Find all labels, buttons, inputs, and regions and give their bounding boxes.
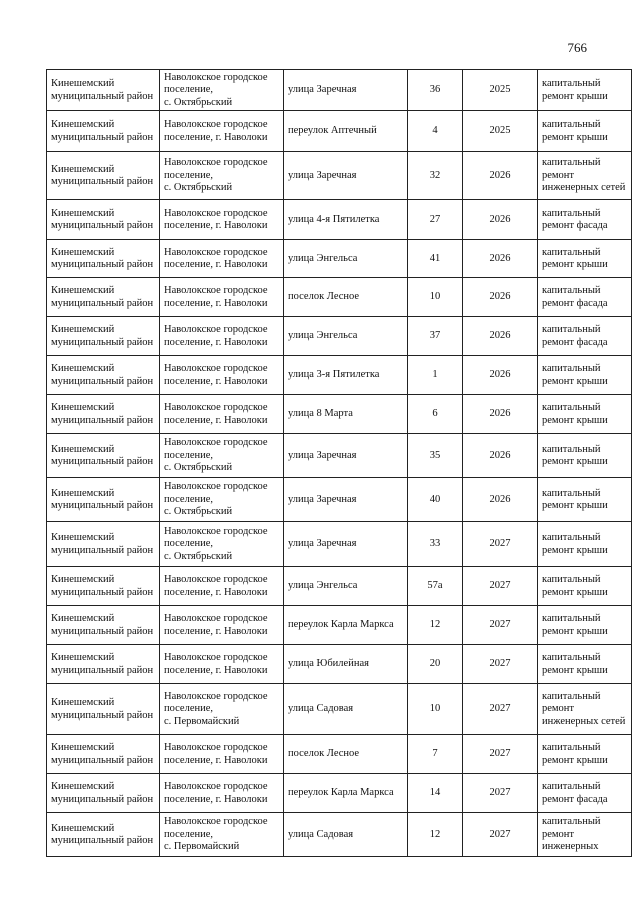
settlement-cell-text: Наволокское городское поселение, г. Наволоки xyxy=(164,652,268,676)
settlement-cell-text: Наволокское городское поселение, г. Наволоки xyxy=(164,613,268,637)
house-number-cell xyxy=(408,522,463,567)
district-cell xyxy=(47,70,160,111)
settlement-cell-text: Наволокское городское поселение, с. Октябрьский xyxy=(164,525,268,562)
house-number-cell xyxy=(408,70,463,111)
street-cell-text: улица 3-я Пятилетка xyxy=(288,369,380,381)
district-cell-text: Кинешемский муниципальный район xyxy=(51,285,154,309)
street-cell-text: улица Юбилейная xyxy=(288,658,369,670)
year-cell-text: 2026 xyxy=(489,449,511,461)
settlement-cell xyxy=(160,317,284,356)
settlement-cell xyxy=(160,478,284,522)
settlement-cell xyxy=(160,774,284,813)
housing-repair-table xyxy=(46,69,632,857)
table-row xyxy=(47,567,632,606)
street-cell xyxy=(284,278,408,317)
year-cell-text: 2027 xyxy=(489,828,511,840)
settlement-cell-text: Наволокское городское поселение, с. Октябрьский xyxy=(164,157,268,194)
district-cell-text: Кинешемский муниципальный район xyxy=(51,119,154,143)
year-cell xyxy=(463,606,538,645)
settlement-cell-text: Наволокское городское поселение, г. Наволоки xyxy=(164,246,268,270)
house-number-cell-text: 37 xyxy=(429,330,441,342)
work-type-cell-text: капитальный ремонт крыши xyxy=(542,363,608,387)
street-cell-text: поселок Лесное xyxy=(288,291,360,303)
district-cell xyxy=(47,813,160,857)
work-type-cell xyxy=(538,567,632,606)
year-cell-text: 2026 xyxy=(489,291,511,303)
street-cell xyxy=(284,813,408,857)
work-type-cell xyxy=(538,317,632,356)
house-number-cell-text: 12 xyxy=(429,619,441,631)
district-cell-text: Кинешемский муниципальный район xyxy=(51,574,154,598)
year-cell-text: 2027 xyxy=(489,619,511,631)
settlement-cell-text: Наволокское городское поселение, г. Наволоки xyxy=(164,363,268,387)
work-type-cell xyxy=(538,434,632,478)
street-cell xyxy=(284,434,408,478)
table-row xyxy=(47,240,632,278)
settlement-cell-text: Наволокское городское поселение, г. Наволоки xyxy=(164,324,268,348)
settlement-cell xyxy=(160,735,284,774)
district-cell xyxy=(47,434,160,478)
house-number-cell xyxy=(408,645,463,684)
settlement-cell-text: Наволокское городское поселение, г. Наволоки xyxy=(164,742,268,766)
district-cell-text: Кинешемский муниципальный район xyxy=(51,246,154,270)
work-type-cell-text: капитальный ремонт крыши xyxy=(542,532,608,556)
work-type-cell-text: капитальный ремонт крыши xyxy=(542,78,608,102)
street-cell xyxy=(284,317,408,356)
table-row xyxy=(47,434,632,478)
house-number-cell-text: 32 xyxy=(429,169,441,181)
district-cell xyxy=(47,522,160,567)
street-cell-text: переулок Аптечный xyxy=(288,125,377,137)
district-cell xyxy=(47,240,160,278)
house-number-cell-text: 20 xyxy=(429,658,441,670)
settlement-cell-text: Наволокское городское поселение, с. Первомайский xyxy=(164,690,268,727)
district-cell xyxy=(47,567,160,606)
house-number-cell-text: 4 xyxy=(432,125,438,137)
table-row xyxy=(47,478,632,522)
settlement-cell xyxy=(160,434,284,478)
year-cell xyxy=(463,200,538,240)
street-cell xyxy=(284,567,408,606)
district-cell-text: Кинешемский муниципальный район xyxy=(51,781,154,805)
settlement-cell xyxy=(160,111,284,152)
house-number-cell xyxy=(408,735,463,774)
street-cell xyxy=(284,684,408,735)
street-cell xyxy=(284,70,408,111)
settlement-cell xyxy=(160,606,284,645)
work-type-cell-text: капитальный ремонт крыши xyxy=(542,574,608,598)
year-cell xyxy=(463,356,538,395)
house-number-cell xyxy=(408,434,463,478)
house-number-cell xyxy=(408,356,463,395)
settlement-cell-text: Наволокское городское поселение, г. Наволоки xyxy=(164,781,268,805)
settlement-cell-text: Наволокское городское поселение, с. Октябрьский xyxy=(164,481,268,518)
table-row xyxy=(47,395,632,434)
house-number-cell-text: 12 xyxy=(429,828,441,840)
street-cell-text: улица Садовая xyxy=(288,703,354,715)
settlement-cell xyxy=(160,684,284,735)
work-type-cell xyxy=(538,478,632,522)
house-number-cell xyxy=(408,606,463,645)
house-number-cell xyxy=(408,395,463,434)
year-cell-text: 2025 xyxy=(489,84,511,96)
street-cell-text: улица Заречная xyxy=(288,449,357,461)
settlement-cell-text: Наволокское городское поселение, г. Наволоки xyxy=(164,574,268,598)
settlement-cell xyxy=(160,200,284,240)
district-cell xyxy=(47,278,160,317)
street-cell-text: улица Энгельса xyxy=(288,330,358,342)
year-cell xyxy=(463,278,538,317)
year-cell xyxy=(463,522,538,567)
house-number-cell-text: 27 xyxy=(429,213,441,225)
house-number-cell xyxy=(408,813,463,857)
table-row xyxy=(47,774,632,813)
street-cell xyxy=(284,200,408,240)
street-cell-text: улица Заречная xyxy=(288,169,357,181)
house-number-cell-text: 33 xyxy=(429,538,441,550)
year-cell-text: 2026 xyxy=(489,330,511,342)
work-type-cell-text: капитальный ремонт крыши xyxy=(542,119,608,143)
page-number: 766 xyxy=(567,40,587,55)
street-cell xyxy=(284,522,408,567)
settlement-cell-text: Наволокское городское поселение, с. Первомайский xyxy=(164,816,268,853)
table-row xyxy=(47,152,632,200)
district-cell-text: Кинешемский муниципальный район xyxy=(51,822,154,846)
district-cell xyxy=(47,645,160,684)
house-number-cell xyxy=(408,111,463,152)
settlement-cell-text: Наволокское городское поселение, г. Наволоки xyxy=(164,207,268,231)
table-row xyxy=(47,356,632,395)
district-cell-text: Кинешемский муниципальный район xyxy=(51,613,154,637)
settlement-cell xyxy=(160,567,284,606)
work-type-cell-text: капитальный ремонт инженерных сетей xyxy=(542,157,626,194)
district-cell xyxy=(47,111,160,152)
district-cell xyxy=(47,606,160,645)
district-cell-text: Кинешемский муниципальный район xyxy=(51,324,154,348)
work-type-cell xyxy=(538,606,632,645)
district-cell-text: Кинешемский муниципальный район xyxy=(51,207,154,231)
district-cell xyxy=(47,317,160,356)
table-row xyxy=(47,70,632,111)
table-row xyxy=(47,200,632,240)
street-cell-text: переулок Карла Маркса xyxy=(288,619,394,631)
year-cell-text: 2026 xyxy=(489,369,511,381)
district-cell-text: Кинешемский муниципальный район xyxy=(51,532,154,556)
work-type-cell xyxy=(538,684,632,735)
street-cell-text: улица Заречная xyxy=(288,84,357,96)
district-cell xyxy=(47,684,160,735)
district-cell-text: Кинешемский муниципальный район xyxy=(51,443,154,467)
house-number-cell-text: 35 xyxy=(429,449,441,461)
settlement-cell-text: Наволокское городское поселение, г. Наволоки xyxy=(164,119,268,143)
work-type-cell-text: капитальный ремонт фасада xyxy=(542,781,608,805)
street-cell-text: переулок Карла Маркса xyxy=(288,787,394,799)
house-number-cell xyxy=(408,200,463,240)
work-type-cell-text: капитальный ремонт крыши xyxy=(542,613,608,637)
table-body xyxy=(47,70,632,857)
street-cell-text: улица 8 Марта xyxy=(288,408,353,420)
table-row xyxy=(47,735,632,774)
work-type-cell-text: капитальный ремонт крыши xyxy=(542,246,608,270)
house-number-cell-text: 10 xyxy=(429,291,441,303)
settlement-cell xyxy=(160,152,284,200)
house-number-cell xyxy=(408,774,463,813)
work-type-cell-text: капитальный ремонт крыши xyxy=(542,402,608,426)
street-cell xyxy=(284,478,408,522)
work-type-cell-text: капитальный ремонт фасада xyxy=(542,207,608,231)
settlement-cell xyxy=(160,395,284,434)
street-cell xyxy=(284,774,408,813)
house-number-cell xyxy=(408,478,463,522)
work-type-cell xyxy=(538,111,632,152)
district-cell-text: Кинешемский муниципальный район xyxy=(51,78,154,102)
year-cell xyxy=(463,813,538,857)
district-cell-text: Кинешемский муниципальный район xyxy=(51,363,154,387)
year-cell-text: 2026 xyxy=(489,213,511,225)
work-type-cell xyxy=(538,200,632,240)
year-cell xyxy=(463,645,538,684)
settlement-cell-text: Наволокское городское поселение, г. Наволоки xyxy=(164,285,268,309)
district-cell xyxy=(47,478,160,522)
table-row xyxy=(47,813,632,857)
work-type-cell-text: капитальный ремонт крыши xyxy=(542,487,608,511)
street-cell xyxy=(284,111,408,152)
work-type-cell xyxy=(538,735,632,774)
work-type-cell xyxy=(538,813,632,857)
street-cell-text: улица Энгельса xyxy=(288,252,358,264)
house-number-cell xyxy=(408,240,463,278)
work-type-cell-text: капитальный ремонт крыши xyxy=(542,443,608,467)
work-type-cell xyxy=(538,356,632,395)
street-cell xyxy=(284,152,408,200)
year-cell xyxy=(463,240,538,278)
work-type-cell-text: капитальный ремонт фасада xyxy=(542,285,608,309)
year-cell xyxy=(463,774,538,813)
work-type-cell xyxy=(538,522,632,567)
house-number-cell-text: 14 xyxy=(429,787,441,799)
house-number-cell xyxy=(408,278,463,317)
year-cell xyxy=(463,395,538,434)
house-number-cell xyxy=(408,317,463,356)
year-cell-text: 2027 xyxy=(489,748,511,760)
district-cell-text: Кинешемский муниципальный район xyxy=(51,402,154,426)
work-type-cell xyxy=(538,645,632,684)
year-cell-text: 2026 xyxy=(489,252,511,264)
year-cell xyxy=(463,735,538,774)
street-cell xyxy=(284,645,408,684)
settlement-cell-text: Наволокское городское поселение, с. Октябрьский xyxy=(164,71,268,108)
settlement-cell-text: Наволокское городское поселение, с. Октябрьский xyxy=(164,437,268,474)
year-cell-text: 2027 xyxy=(489,580,511,592)
year-cell-text: 2027 xyxy=(489,787,511,799)
table-row xyxy=(47,278,632,317)
settlement-cell xyxy=(160,240,284,278)
street-cell xyxy=(284,356,408,395)
street-cell-text: улица Заречная xyxy=(288,493,357,505)
year-cell xyxy=(463,152,538,200)
work-type-cell-text: капитальный ремонт крыши xyxy=(542,652,608,676)
settlement-cell xyxy=(160,278,284,317)
street-cell xyxy=(284,735,408,774)
year-cell-text: 2027 xyxy=(489,538,511,550)
work-type-cell xyxy=(538,774,632,813)
district-cell xyxy=(47,200,160,240)
work-type-cell-text: капитальный ремонт инженерных сетей xyxy=(542,690,626,727)
street-cell-text: улица Энгельса xyxy=(288,580,358,592)
year-cell xyxy=(463,567,538,606)
year-cell-text: 2026 xyxy=(489,408,511,420)
house-number-cell-text: 57а xyxy=(427,580,443,592)
year-cell xyxy=(463,70,538,111)
year-cell xyxy=(463,111,538,152)
work-type-cell xyxy=(538,70,632,111)
settlement-cell xyxy=(160,645,284,684)
settlement-cell xyxy=(160,522,284,567)
work-type-cell xyxy=(538,395,632,434)
table-row xyxy=(47,111,632,152)
house-number-cell-text: 41 xyxy=(429,252,441,264)
house-number-cell xyxy=(408,684,463,735)
year-cell xyxy=(463,434,538,478)
house-number-cell-text: 7 xyxy=(432,748,438,760)
settlement-cell-text: Наволокское городское поселение, г. Наволоки xyxy=(164,402,268,426)
table-row xyxy=(47,645,632,684)
year-cell-text: 2027 xyxy=(489,703,511,715)
house-number-cell-text: 1 xyxy=(432,369,438,381)
house-number-cell xyxy=(408,152,463,200)
work-type-cell xyxy=(538,278,632,317)
year-cell-text: 2027 xyxy=(489,658,511,670)
street-cell-text: улица Заречная xyxy=(288,538,357,550)
year-cell-text: 2025 xyxy=(489,125,511,137)
work-type-cell-text: капитальный ремонт фасада xyxy=(542,324,608,348)
year-cell-text: 2026 xyxy=(489,169,511,181)
work-type-cell xyxy=(538,152,632,200)
table-row xyxy=(47,606,632,645)
street-cell xyxy=(284,395,408,434)
table-row xyxy=(47,317,632,356)
district-cell xyxy=(47,735,160,774)
street-cell xyxy=(284,606,408,645)
street-cell-text: улица Садовая xyxy=(288,828,354,840)
district-cell xyxy=(47,356,160,395)
district-cell-text: Кинешемский муниципальный район xyxy=(51,697,154,721)
house-number-cell-text: 10 xyxy=(429,703,441,715)
table-row xyxy=(47,522,632,567)
work-type-cell xyxy=(538,240,632,278)
work-type-cell-text: капитальный ремонт крыши xyxy=(542,742,608,766)
house-number-cell-text: 6 xyxy=(432,408,438,420)
settlement-cell xyxy=(160,70,284,111)
district-cell xyxy=(47,774,160,813)
house-number-cell xyxy=(408,567,463,606)
district-cell-text: Кинешемский муниципальный район xyxy=(51,652,154,676)
settlement-cell xyxy=(160,813,284,857)
settlement-cell xyxy=(160,356,284,395)
district-cell xyxy=(47,395,160,434)
street-cell xyxy=(284,240,408,278)
district-cell xyxy=(47,152,160,200)
street-cell-text: улица 4-я Пятилетка xyxy=(288,213,380,225)
year-cell xyxy=(463,317,538,356)
year-cell-text: 2026 xyxy=(489,493,511,505)
house-number-cell-text: 36 xyxy=(429,84,441,96)
year-cell xyxy=(463,684,538,735)
year-cell xyxy=(463,478,538,522)
house-number-cell-text: 40 xyxy=(429,493,441,505)
table-row xyxy=(47,684,632,735)
district-cell-text: Кинешемский муниципальный район xyxy=(51,742,154,766)
work-type-cell-text: капитальный ремонт инженерных xyxy=(542,816,601,853)
district-cell-text: Кинешемский муниципальный район xyxy=(51,163,154,187)
district-cell-text: Кинешемский муниципальный район xyxy=(51,487,154,511)
street-cell-text: поселок Лесное xyxy=(288,748,360,760)
